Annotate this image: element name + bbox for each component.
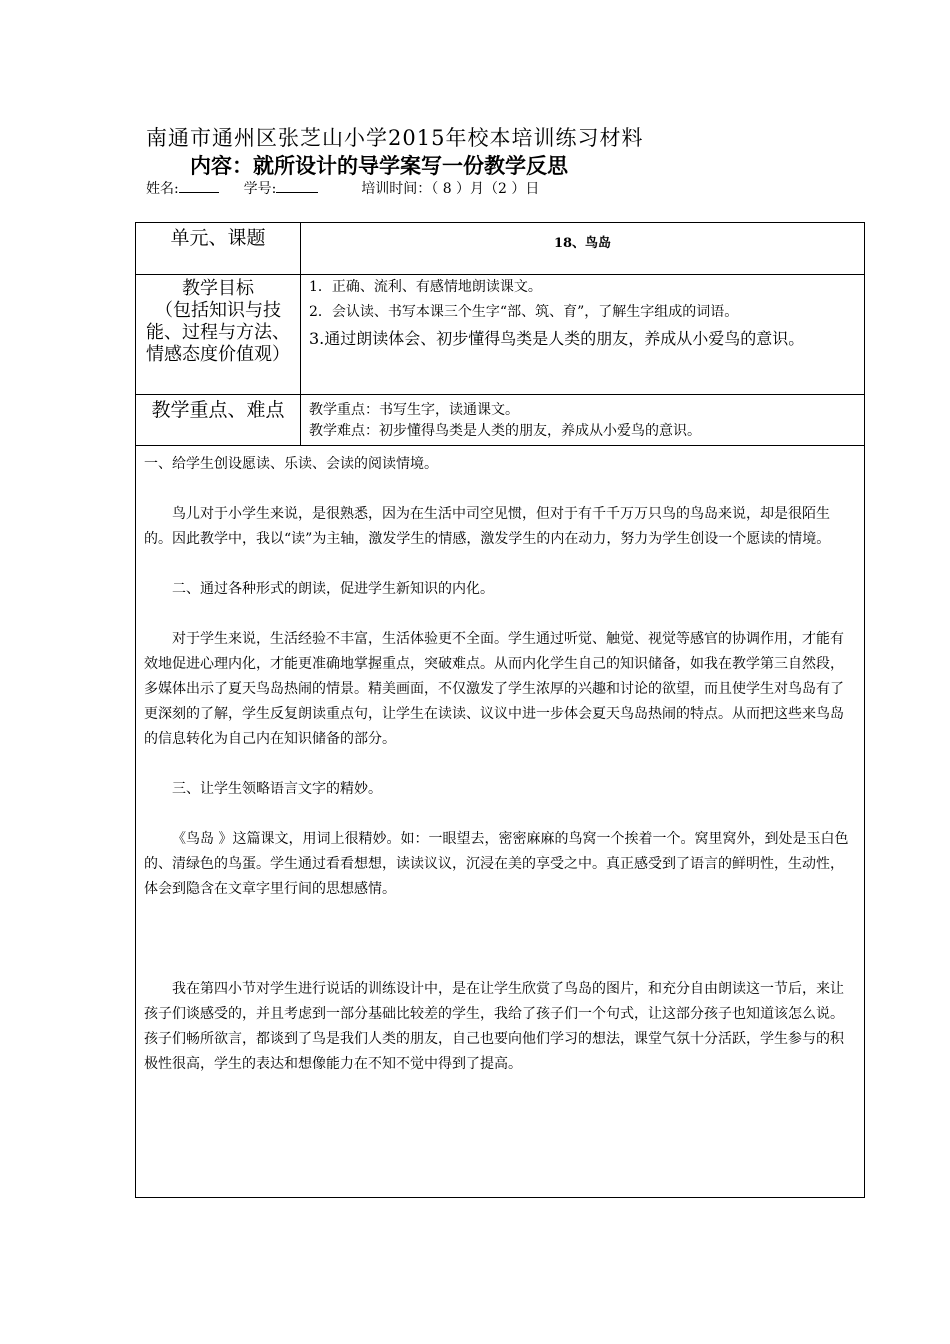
goal-label-line: 教学目标 (182, 278, 254, 299)
goal-label-line: 情感态度价值观） (146, 344, 290, 365)
paragraph: 对于学生来说，生活经验不丰富，生活体验更不全面。学生通过听觉、触觉、视觉等感官的协调作用，才能有效地促进心理内化，才能更准确地掌握重点，突破难点。从而内化学生自己的知识储备，如我在教学第三自然段，多媒体出示了夏天鸟岛热闹的情景。精美画面，不仅激发了学生浓厚的兴趣和讨论的欲望，而且使学生对鸟岛有了更深刻的了解，学生反复朗读重点句，让学生在读读、议议中进一步体会夏天鸟岛热闹的特点。从而把这些来鸟岛的信息转化为自己内在知识储备的部分。 (144, 631, 844, 747)
name-label: 姓名: (146, 181, 179, 197)
section-heading: 三、让学生领略语言文字的精妙。 (172, 781, 382, 797)
unit-label: 单元、课题 (136, 223, 301, 275)
goal-item: 3.通过朗读体会、初步懂得鸟类是人类的朋友，养成从小爱鸟的意识。 (309, 329, 805, 348)
reflection-row (136, 446, 865, 1198)
goal-label-line: 能、过程与方法、 (146, 322, 290, 343)
id-blank (276, 178, 318, 193)
key-label: 教学重点、难点 (136, 395, 301, 446)
id-label: 学号: (243, 181, 277, 197)
unit-row (136, 223, 865, 275)
difficult-point: 教学难点：初步懂得鸟类是人类的朋友，养成从小爱鸟的意识。 (309, 423, 701, 439)
section-heading: 二、通过各种形式的朗读，促进学生新知识的内化。 (172, 581, 494, 597)
page-subtitle: 内容：就所设计的导学案写一份教学反思 (190, 153, 568, 178)
goal-label-line: （包括知识与技 (155, 300, 281, 321)
goal-item: 1．正确、流利、有感情地朗读课文。 (309, 279, 542, 295)
goal-label (136, 275, 301, 395)
paragraph: 我在第四小节对学生进行说话的训练设计中，是在让学生欣赏了鸟岛的图片，和充分自由朗读这一节后，来让孩子们谈感受的，并且考虑到一部分基础比较差的学生，我给了孩子们一个句式，让这部分孩子也知道该怎么说。孩子们畅所欲言，都谈到了鸟是我们人类的朋友，自己也要向他们学习的想法，课堂气氛十分活跃，学生参与的积极性很高，学生的表达和想像能力在不知不觉中得到了提高。 (144, 981, 844, 1072)
unit-value: 18、鸟岛 (301, 223, 865, 275)
key-points (301, 395, 865, 446)
goal-list (301, 275, 865, 395)
page-title: 南通市通州区张芝山小学2015年校本培训练习材料 (146, 126, 644, 150)
date-label: 培训时间：（ 8 ）月（2 ）日 (361, 181, 540, 197)
section-heading: 一、给学生创设愿读、乐读、会读的阅读情境。 (144, 456, 438, 472)
paragraph: 鸟儿对于小学生来说，是很熟悉，因为在生活中司空见惯，但对于有千千万万只鸟的鸟岛来说，却是很陌生的。因此教学中，我以“读”为主轴，激发学生的情感，激发学生的内在动力，努力为学生创设一个愿读的情境。 (144, 506, 831, 547)
key-row (136, 395, 865, 446)
name-blank (179, 178, 219, 193)
lesson-table (135, 222, 865, 1198)
reflection-body (136, 446, 865, 1198)
goal-row (136, 275, 865, 395)
paragraph: 《鸟岛 》这篇课文，用词上很精妙。如：一眼望去，密密麻麻的鸟窝一个挨着一个。窝里窝外，到处是玉白色的、清绿色的鸟蛋。学生通过看看想想，读读议议，沉浸在美的享受之中。真正感受到了语言的鲜明性，生动性，体会到隐含在文章字里行间的思想感情。 (144, 831, 849, 897)
key-point: 教学重点：书写生字，读通课文。 (309, 402, 519, 418)
info-line (146, 178, 539, 198)
goal-item: 2．会认读、书写本课三个生字“部、筑、育”，了解生字组成的词语。 (309, 304, 739, 320)
